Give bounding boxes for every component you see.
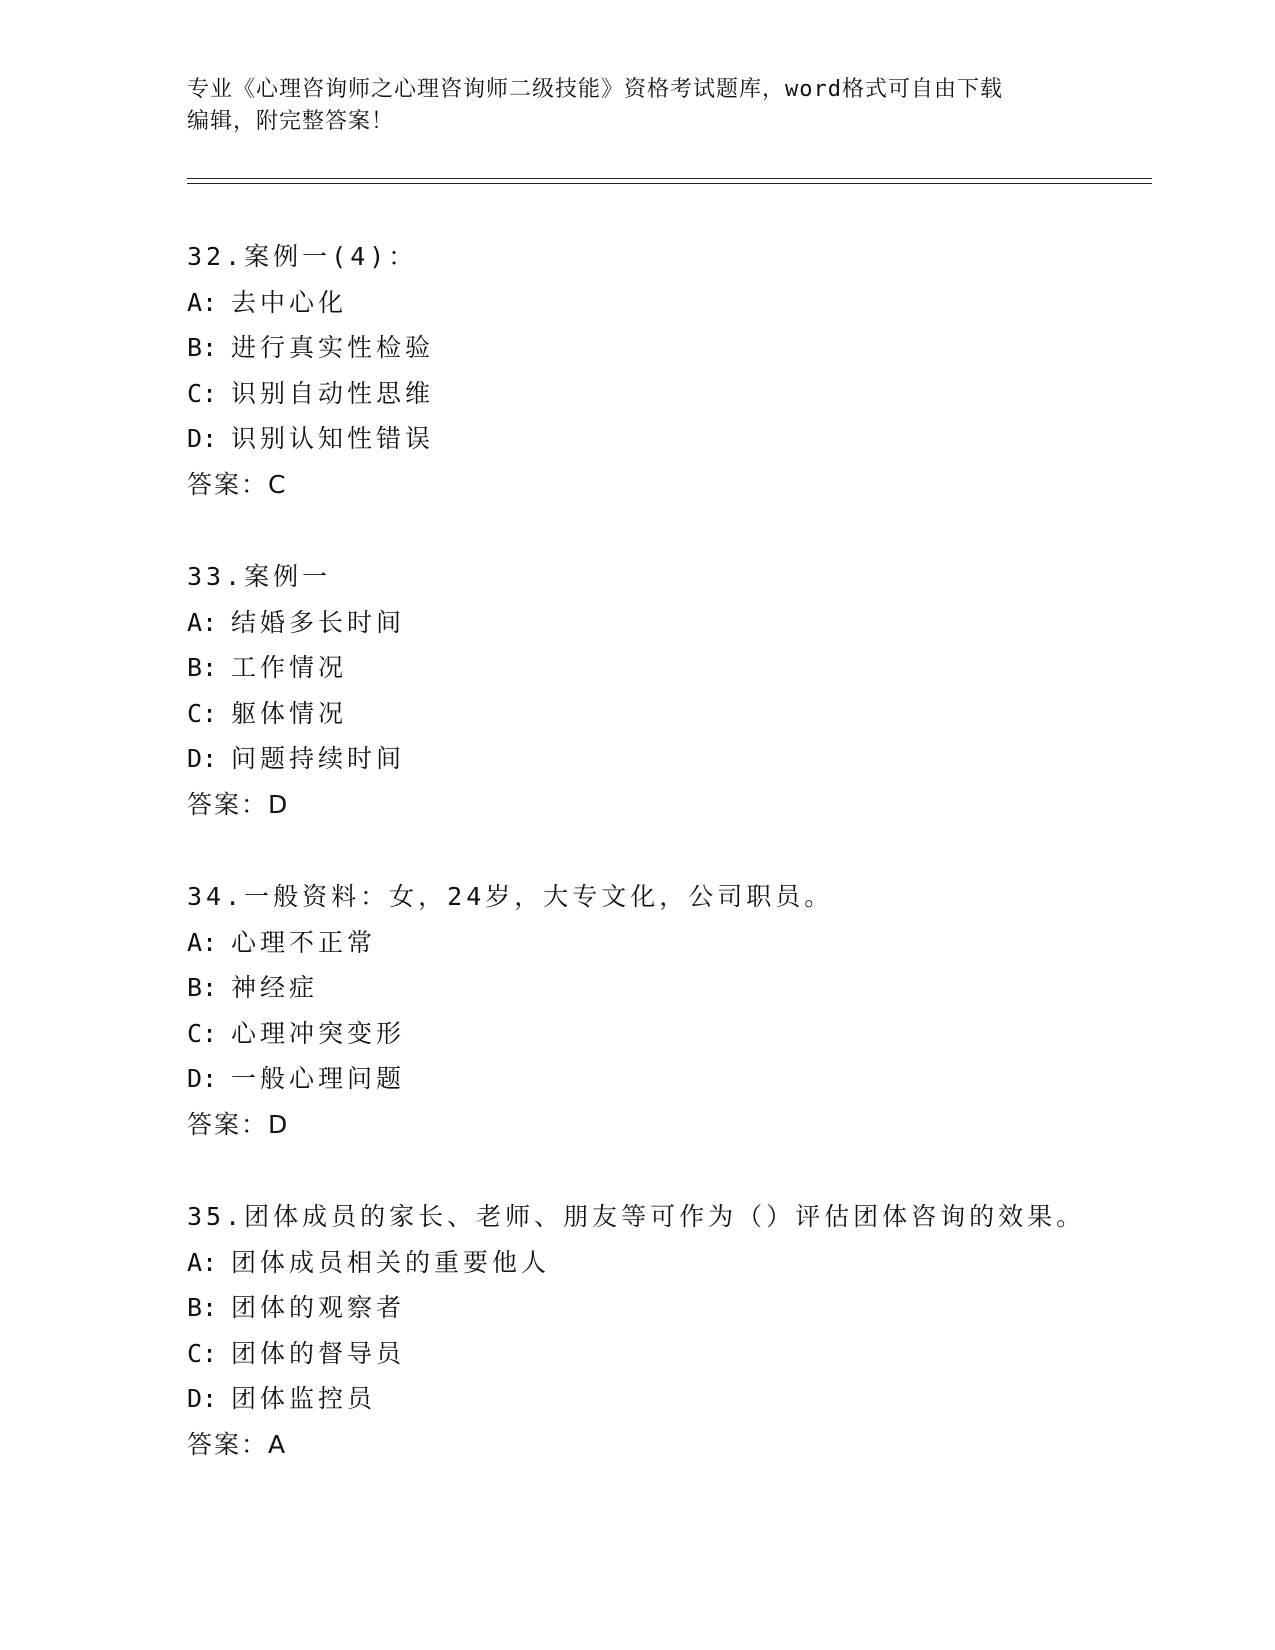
option-b [187,645,1147,691]
option-text: 躯体情况 [231,698,348,728]
option-text: 识别认知性错误 [231,424,435,453]
option-text: 团体成员相关的重要他人 [231,1247,551,1277]
option-key: C: [187,378,218,408]
option-text: 团体的观察者 [231,1293,406,1322]
question-stem: 34.一般资料：女，24岁，大专文化，公司职员。 [187,882,834,911]
option-text: 工作情况 [231,653,348,682]
document-header [187,74,1067,138]
answer: 答案：C [187,469,288,499]
option-b [187,325,1147,371]
answer: 答案：D [187,789,290,819]
option-a [187,600,1147,646]
option-c [187,691,1147,737]
question-35 [187,1194,1147,1514]
question-33 [187,554,1147,874]
option-key: A: [187,1247,218,1277]
option-key: B: [187,333,218,362]
question-stem: 33.案例一 [187,562,332,591]
option-text: 心理冲突变形 [231,1018,406,1048]
option-text: 问题持续时间 [231,744,406,773]
option-key: A: [187,927,218,957]
question-34 [187,874,1147,1194]
option-key: C: [187,1338,218,1368]
header-line-1: 专业《心理咨询师之心理咨询师二级技能》资格考试题库，word格式可自由下载 [187,77,1003,102]
option-d [187,416,1147,462]
answer: 答案：A [187,1429,288,1459]
option-text: 团体的督导员 [231,1338,406,1368]
option-text: 进行真实性检验 [231,333,435,362]
option-a [187,920,1147,966]
option-d [187,1376,1147,1422]
question-stem: 35.团体成员的家长、老师、朋友等可作为（）评估团体咨询的效果。 [187,1202,1086,1231]
option-c [187,1331,1147,1377]
option-key: D: [187,1384,218,1413]
header-line-2: 编辑，附完整答案！ [187,109,395,134]
option-text: 心理不正常 [231,927,377,957]
option-text: 神经症 [231,973,319,1002]
option-key: B: [187,1293,218,1322]
option-key: D: [187,1064,218,1093]
option-text: 结婚多长时间 [231,607,406,637]
option-key: D: [187,744,218,773]
option-c [187,371,1147,417]
option-key: B: [187,973,218,1002]
header-divider-bottom [187,183,1152,184]
question-32 [187,234,1147,554]
option-text: 一般心理问题 [231,1064,406,1093]
option-key: A: [187,607,218,637]
option-a [187,280,1147,326]
option-text: 团体监控员 [231,1384,377,1413]
option-text: 识别自动性思维 [231,378,435,408]
question-list [187,234,1147,1514]
question-stem: 32.案例一(4)： [187,242,418,271]
option-text: 去中心化 [231,287,348,317]
option-key: D: [187,424,218,453]
option-c [187,1011,1147,1057]
option-b [187,965,1147,1011]
header-divider-top [187,178,1152,179]
option-key: C: [187,698,218,728]
option-key: A: [187,287,218,317]
option-d [187,1056,1147,1102]
option-key: B: [187,653,218,682]
option-d [187,736,1147,782]
option-b [187,1285,1147,1331]
answer: 答案：D [187,1109,290,1139]
option-a [187,1240,1147,1286]
option-key: C: [187,1018,218,1048]
